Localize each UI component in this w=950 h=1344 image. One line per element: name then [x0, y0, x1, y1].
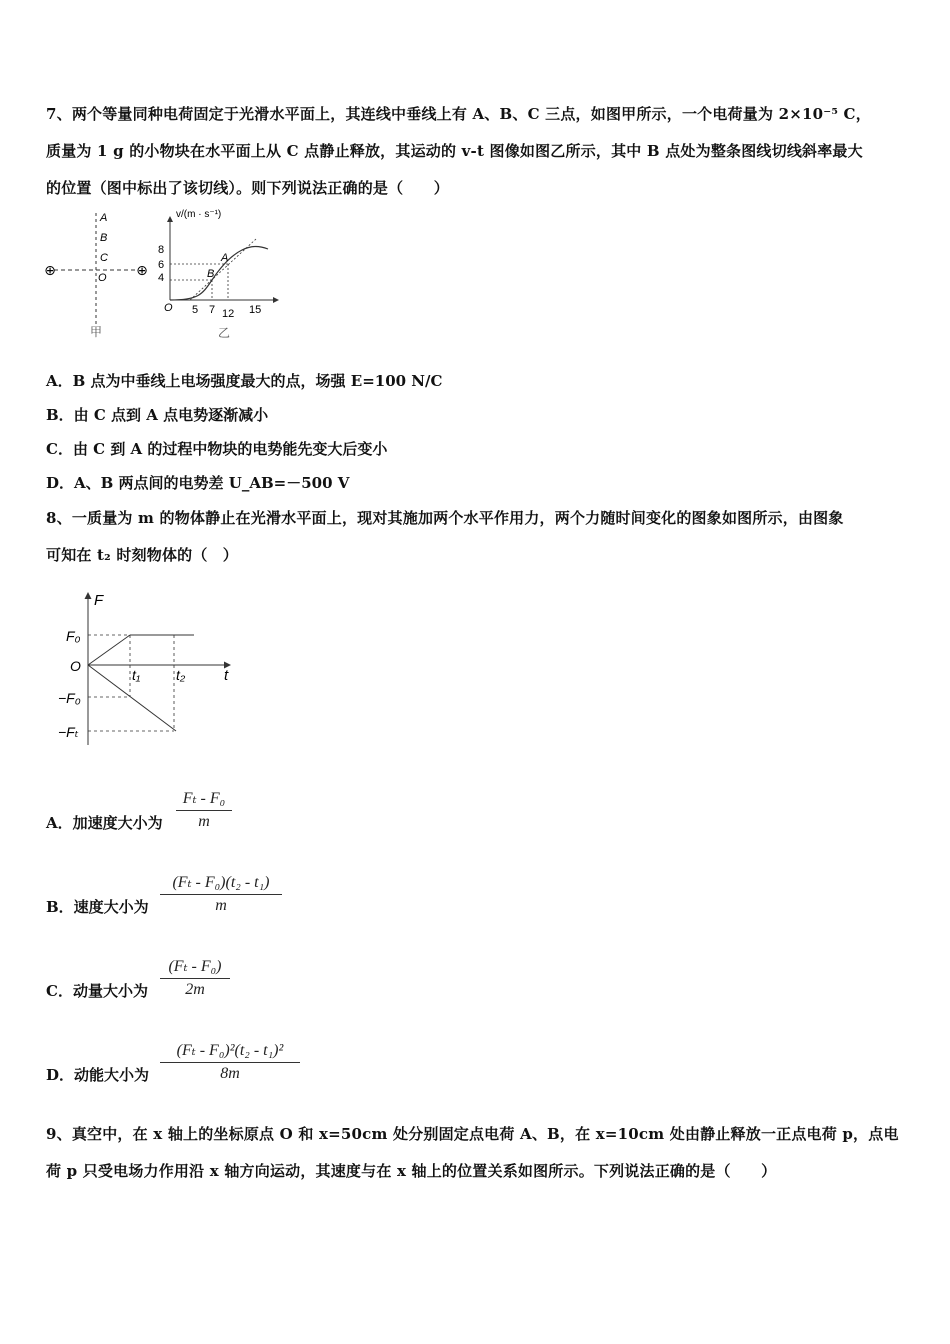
- q8-d-numerator: (Fₜ - F₀)²(t₂ - t₁)²: [160, 1040, 300, 1063]
- tick-x-12: 12: [222, 308, 235, 320]
- q8-a-denominator: m: [198, 813, 210, 830]
- yi-point-b: B: [207, 268, 215, 280]
- right-charge-icon: ⊕: [136, 262, 148, 278]
- q8-c-denominator: 2m: [185, 981, 205, 998]
- q7-option-a[interactable]: A．B 点为中垂线上电场强度最大的点，场强 E=100 N/C: [46, 372, 443, 390]
- q8-stem-line2: 可知在 t₂ 时刻物体的（ ）: [46, 546, 238, 564]
- label-b: B: [100, 232, 108, 244]
- tick-y-4: 4: [158, 272, 165, 284]
- label-f0: F₀: [66, 628, 81, 644]
- force1-ramp: [88, 635, 130, 665]
- label-o: O: [98, 272, 107, 284]
- tick-x-5: 5: [192, 304, 199, 316]
- q8-c-numerator: (Fₜ - F₀): [160, 956, 230, 979]
- label-origin: O: [70, 658, 81, 674]
- caption-jia: 甲: [89, 325, 103, 339]
- q7-figure-jia: [40, 205, 160, 345]
- label-c: C: [100, 252, 108, 264]
- q8-option-d-fraction: [160, 1040, 300, 1083]
- caption-yi: 乙: [217, 326, 231, 340]
- q8-option-b-fraction: [160, 872, 282, 915]
- q8-force-graph: [50, 585, 250, 750]
- q7-stem-line1: 7、两个等量同种电荷固定于光滑水平面上，其连线中垂线上有 A、B、C 三点，如图甲所示，一个电荷量为 2×10⁻⁵ C，: [46, 105, 871, 123]
- q8-stem-line1: 8、一质量为 m 的物体静止在光滑水平面上，现对其施加两个水平作用力，两个力随时间变化的图象如图所示，由图象: [46, 509, 844, 527]
- yi-origin: O: [164, 302, 173, 314]
- label-neg-ft: −Fₜ: [58, 724, 79, 740]
- tangent-line: [190, 239, 256, 300]
- q9-stem-line2: 荷 p 只受电场力作用沿 x 轴方向运动，其速度与在 x 轴上的位置关系如图所示。下列说法正确的是（ ）: [46, 1162, 777, 1180]
- tick-y-8: 8: [158, 244, 165, 256]
- label-t1: t₁: [132, 667, 141, 683]
- vt-curve: [170, 247, 268, 301]
- q9-stem-line1: 9、真空中，在 x 轴上的坐标原点 O 和 x=50cm 处分别固定点电荷 A、B，在 x=10cm 处由静止释放一正点电荷 p，点电: [46, 1125, 899, 1143]
- tick-x-15: 15: [249, 304, 262, 316]
- q8-b-numerator: (Fₜ - F₀)(t₂ - t₁): [160, 872, 282, 895]
- q7-stem-line3: 的位置（图中标出了该切线）。则下列说法正确的是（ ）: [46, 179, 449, 197]
- tick-x-7: 7: [209, 304, 216, 316]
- q8-option-c[interactable]: C．动量大小为: [46, 982, 148, 1000]
- q7-stem-line2: 质量为 1 g 的小物块在水平面上从 C 点静止释放，其运动的 v-t 图像如图乙所示，其中 B 点处为整条图线切线斜率最大: [46, 142, 863, 160]
- yi-point-a: A: [221, 252, 229, 264]
- q8-d-denominator: 8m: [220, 1065, 240, 1082]
- q7-option-d[interactable]: D．A、B 两点间的电势差 U_AB=－500 V: [46, 474, 350, 492]
- q7-option-c[interactable]: C．由 C 到 A 的过程中物块的电势能先变大后变小: [46, 440, 388, 458]
- label-a: A: [100, 212, 108, 224]
- q8-option-b[interactable]: B．速度大小为: [46, 898, 149, 916]
- label-t2: t₂: [176, 667, 186, 683]
- q8-option-a-fraction: [176, 788, 232, 831]
- q7-option-b[interactable]: B．由 C 点到 A 点电势逐渐减小: [46, 406, 269, 424]
- label-neg-f0: −F₀: [58, 690, 81, 706]
- q7-figure-yi: [160, 203, 300, 345]
- tick-y-6: 6: [158, 259, 165, 271]
- q8-option-c-fraction: [160, 956, 230, 999]
- q8-option-a[interactable]: A．加速度大小为: [46, 814, 163, 832]
- q8-b-denominator: m: [215, 897, 227, 914]
- q8-ylabel: F: [94, 592, 104, 609]
- left-charge-icon: ⊕: [44, 262, 56, 278]
- q8-option-d[interactable]: D．动能大小为: [46, 1066, 150, 1084]
- q8-a-numerator: Fₜ - F₀: [176, 788, 232, 811]
- q8-xlabel: t: [224, 667, 229, 684]
- yi-ylabel: v/(m · s⁻¹): [176, 209, 222, 220]
